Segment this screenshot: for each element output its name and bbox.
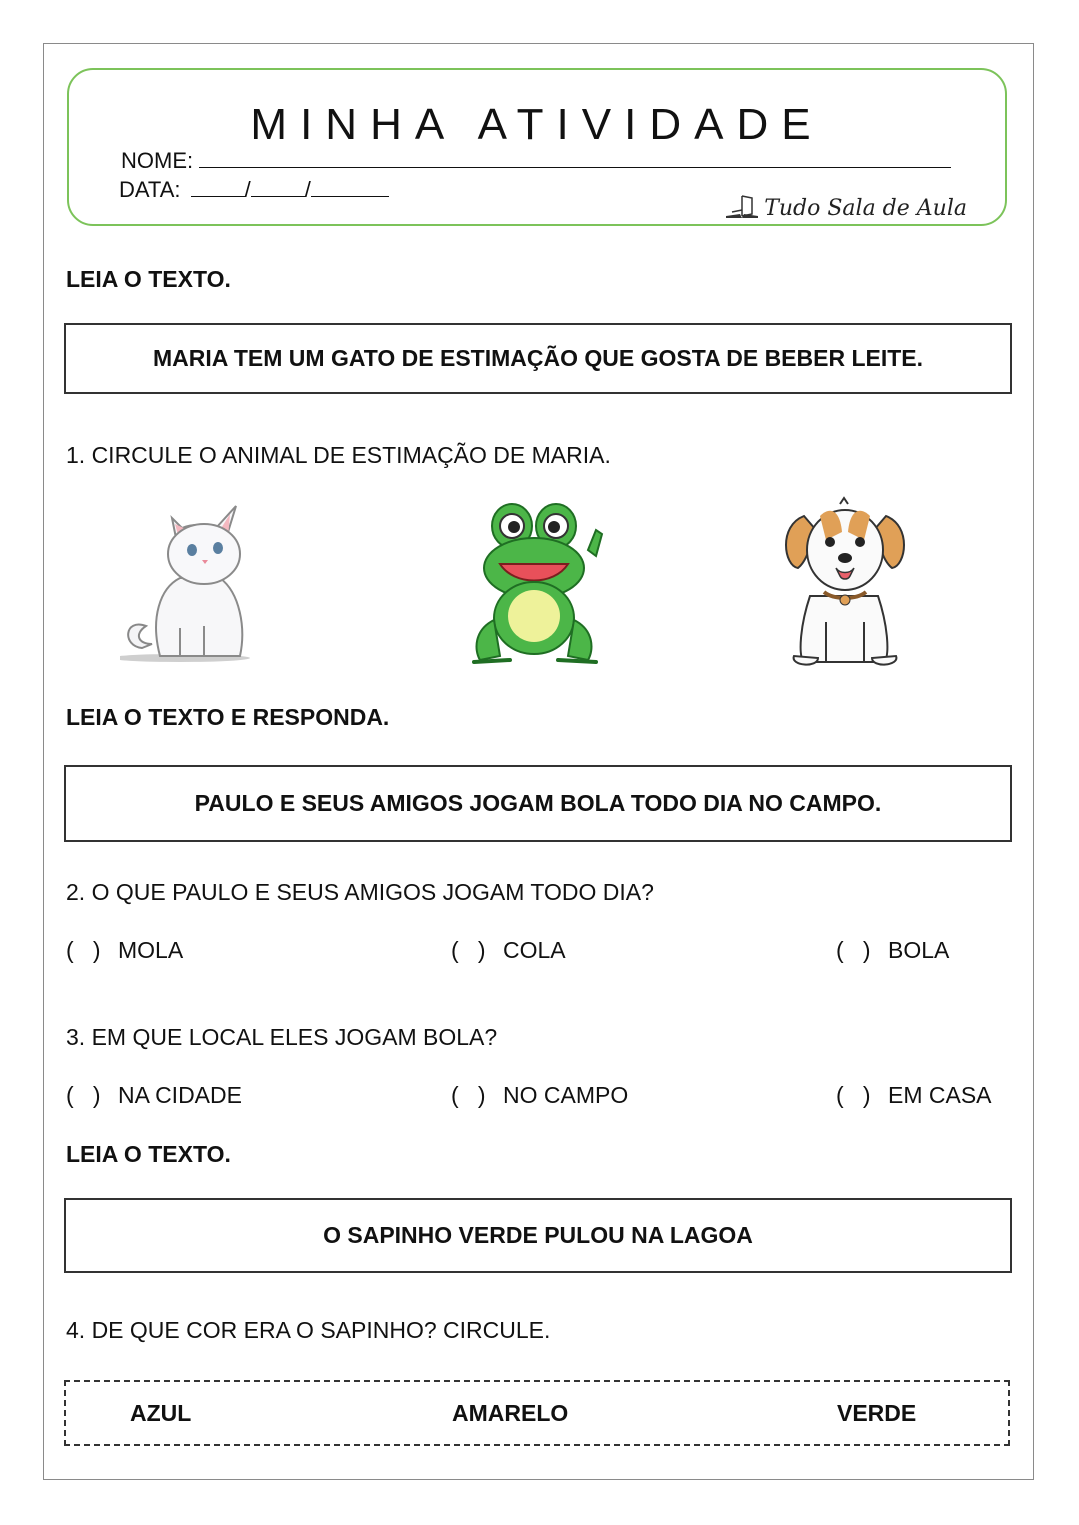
section1-heading: LEIA O TEXTO. xyxy=(66,266,231,292)
dog-body xyxy=(801,596,888,662)
q2-option-2-label: COLA xyxy=(503,937,566,963)
section1-text-box xyxy=(64,323,1012,394)
color-options-box xyxy=(64,1380,1010,1446)
q3-option-3-label: EM CASA xyxy=(888,1082,992,1108)
frog-pupil-left xyxy=(508,521,520,533)
frog-raised-hand xyxy=(588,530,602,556)
dog-eye-left xyxy=(825,537,835,547)
cat-image[interactable] xyxy=(120,498,280,666)
name-label: NOME: xyxy=(121,148,194,173)
date-day-line[interactable] xyxy=(191,178,245,197)
q3-option-1-label: NA CIDADE xyxy=(118,1082,242,1108)
date-year-line[interactable] xyxy=(311,178,389,197)
section3-text-box xyxy=(64,1198,1012,1273)
question-4: 4. DE QUE COR ERA O SAPINHO? CIRCULE. xyxy=(66,1317,551,1343)
section2-heading: LEIA O TEXTO E RESPONDA. xyxy=(66,704,390,730)
brand-logo xyxy=(724,184,967,220)
section2-text: PAULO E SEUS AMIGOS JOGAM BOLA TODO DIA NO CAMPO. xyxy=(194,790,882,816)
cat-eye-right xyxy=(213,542,223,554)
frog-pupil-right xyxy=(548,521,560,533)
header-box xyxy=(67,68,1007,226)
name-field[interactable] xyxy=(121,148,951,174)
section3-heading: LEIA O TEXTO. xyxy=(66,1141,231,1167)
q3-option-2[interactable] xyxy=(451,1082,628,1109)
book-icon xyxy=(724,192,760,220)
q2-option-1-label: MOLA xyxy=(118,937,184,963)
frog-feet xyxy=(474,660,596,662)
q3-option-2-label: NO CAMPO xyxy=(503,1082,629,1108)
question-3: 3. EM QUE LOCAL ELES JOGAM BOLA? xyxy=(66,1024,498,1050)
section2-text-box xyxy=(64,765,1012,842)
date-field[interactable]: DATA: / / xyxy=(119,177,389,203)
q2-option-3[interactable] xyxy=(836,937,949,964)
cat-eye-left xyxy=(187,544,197,556)
question-1: 1. CIRCULE O ANIMAL DE ESTIMAÇÃO DE MARIA. xyxy=(66,442,611,468)
dog-nose xyxy=(838,553,852,563)
date-month-line[interactable] xyxy=(251,178,305,197)
q3-option-3[interactable] xyxy=(836,1082,992,1109)
section3-text: O SAPINHO VERDE PULOU NA LAGOA xyxy=(323,1222,753,1248)
frog-image[interactable] xyxy=(470,500,620,668)
section1-text: MARIA TEM UM GATO DE ESTIMAÇÃO QUE GOSTA DE BEBER LEITE. xyxy=(152,345,924,371)
q2-option-3-label: BOLA xyxy=(888,937,950,963)
checkbox-paren[interactable]: ( ) xyxy=(66,1082,101,1108)
q3-option-1[interactable] xyxy=(66,1082,242,1109)
checkbox-paren[interactable]: ( ) xyxy=(836,1082,871,1108)
brand-logo-text: Tudo Sala de Aula xyxy=(764,196,967,221)
q2-option-2[interactable] xyxy=(451,937,566,964)
color-option-azul[interactable]: AZUL xyxy=(130,1400,192,1426)
name-line[interactable] xyxy=(199,149,951,168)
checkbox-paren[interactable]: ( ) xyxy=(451,937,486,963)
dog-image[interactable] xyxy=(780,496,910,668)
question-2: 2. O QUE PAULO E SEUS AMIGOS JOGAM TODO DIA? xyxy=(66,879,654,905)
checkbox-paren[interactable]: ( ) xyxy=(451,1082,486,1108)
frog-belly xyxy=(508,590,560,642)
checkbox-paren[interactable]: ( ) xyxy=(66,937,101,963)
date-label: DATA: xyxy=(119,177,181,202)
color-option-verde[interactable]: VERDE xyxy=(837,1400,917,1426)
dog-tuft xyxy=(840,498,848,504)
q2-option-1[interactable] xyxy=(66,937,183,964)
page-title: MINHA ATIVIDADE xyxy=(250,100,824,149)
dog-eye-right xyxy=(855,537,865,547)
dog-tag xyxy=(840,595,850,605)
color-option-amarelo[interactable]: AMARELO xyxy=(452,1400,569,1426)
checkbox-paren[interactable]: ( ) xyxy=(836,937,871,963)
cat-tail xyxy=(128,625,152,648)
cat-body xyxy=(156,578,242,656)
cat-head xyxy=(168,524,240,584)
